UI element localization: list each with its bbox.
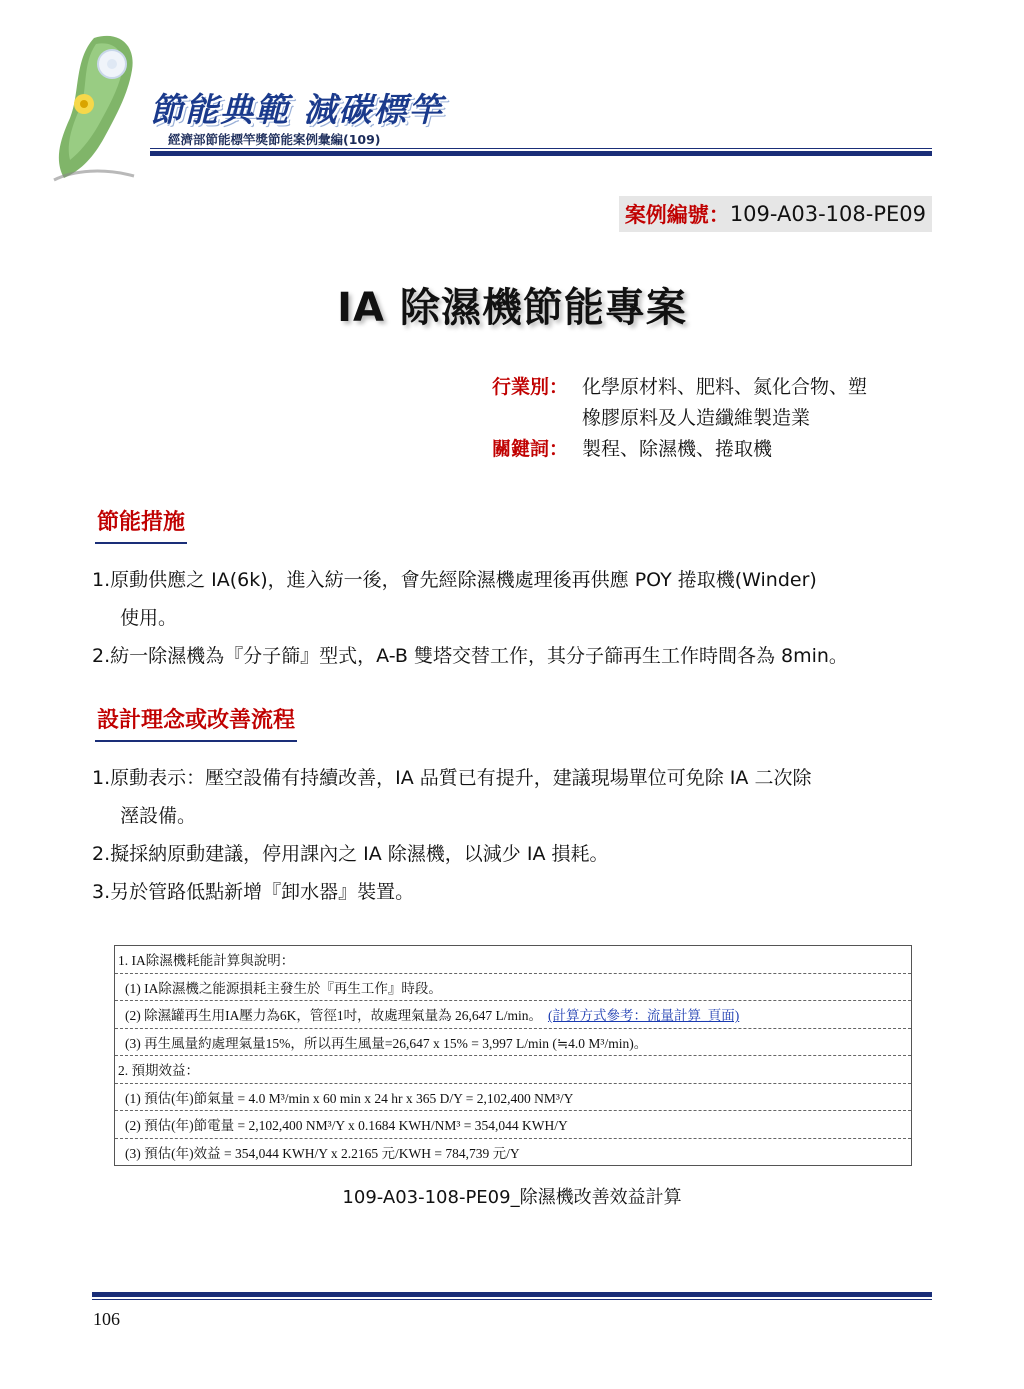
table-row bbox=[115, 946, 911, 974]
section-body-design bbox=[92, 759, 932, 911]
table-cell: 2. 預期效益： bbox=[118, 1063, 199, 1079]
list-item-text: 1.原動表示：壓空設備有持續改善，IA 品質已有提升，建議現場單位可免除 IA 二次除 bbox=[92, 767, 812, 789]
table-cell: (1) IA除濕機之能源損耗主發生於『再生工作』時段。 bbox=[125, 980, 442, 996]
table-row bbox=[115, 1084, 911, 1112]
table-row bbox=[115, 1139, 911, 1166]
footer-divider-thick bbox=[92, 1292, 932, 1297]
industry-line: 橡膠原料及人造纖維製造業 bbox=[582, 407, 811, 429]
case-number-box bbox=[619, 196, 932, 232]
page-number: 106 bbox=[93, 1309, 120, 1329]
list-item bbox=[92, 637, 932, 675]
case-number-value: 109-A03-108-PE09 bbox=[729, 202, 926, 226]
table-cell: (2) 除濕罐再生用IA壓力為6K，管徑1吋，故處理氣量為 26,647 L/min。 bbox=[125, 1008, 542, 1024]
keywords-label: 關鍵詞： bbox=[492, 438, 569, 460]
table-row bbox=[115, 1056, 911, 1084]
section-body-measures bbox=[92, 561, 932, 675]
list-item-continuation: 溼設備。 bbox=[120, 805, 197, 827]
table-row bbox=[115, 1111, 911, 1139]
section-heading-measures: 節能措施 bbox=[95, 508, 187, 544]
calculation-table bbox=[114, 945, 912, 1166]
header-divider-thick bbox=[150, 151, 932, 156]
list-item-text: 1.原動供應之 IA(6k)，進入紡一後，會先經除濕機處理後再供應 POY 捲取機(Winder) bbox=[92, 569, 817, 591]
industry-label: 行業別： bbox=[492, 376, 569, 398]
page-title: IA 除濕機節能專案 bbox=[337, 285, 687, 331]
table-cell: 1. IA除濕機耗能計算與說明： bbox=[118, 953, 295, 969]
footer-divider bbox=[92, 1299, 932, 1300]
list-item-continuation: 使用。 bbox=[120, 607, 178, 629]
industry-line: 化學原材料、肥料、氮化合物、塑 bbox=[582, 376, 868, 398]
taiwan-logo-icon bbox=[24, 20, 164, 190]
list-item-text: 2.擬採納原動建議，停用課內之 IA 除濕機，以減少 IA 損耗。 bbox=[92, 843, 609, 865]
list-item bbox=[92, 835, 932, 873]
table-row bbox=[115, 1001, 911, 1029]
industry-value bbox=[582, 372, 922, 434]
list-item-text: 3.另於管路低點新增『卸水器』裝置。 bbox=[92, 881, 415, 903]
industry-row bbox=[492, 372, 922, 434]
list-item bbox=[92, 561, 932, 637]
list-item bbox=[92, 759, 932, 835]
table-cell: (3) 再生風量約處理氣量15%，所以再生風量=26,647 x 15% = 3,997 L/min (≒4.0 M³/min)。 bbox=[125, 1035, 648, 1051]
table-cell: (1) 預估(年)節氣量 = 4.0 M³/min x 60 min x 24 hr x 365 D/Y = 2,102,400 NM³/Y bbox=[125, 1090, 574, 1106]
list-item-text: 2.紡一除濕機為『分子篩』型式，A-B 雙塔交替工作，其分子篩再生工作時間各為 8min。 bbox=[92, 645, 848, 667]
table-cell: (2) 預估(年)節電量 = 2,102,400 NM³/Y x 0.1684 KWH/NM³ = 354,044 KWH/Y bbox=[125, 1118, 568, 1134]
brand-title: 節能典範 減碳標竿 bbox=[150, 90, 444, 129]
case-number-label: 案例編號： bbox=[624, 203, 730, 227]
table-caption: 109-A03-108-PE09_除濕機改善效益計算 bbox=[342, 1187, 682, 1208]
keywords-value: 製程、除濕機、捲取機 bbox=[582, 438, 773, 460]
table-cell: (3) 預估(年)效益 = 354,044 KWH/Y x 2.2165 元/KWH = 784,739 元/Y bbox=[125, 1145, 520, 1161]
section-heading-design: 設計理念或改善流程 bbox=[95, 706, 297, 742]
meta-block bbox=[492, 372, 922, 465]
table-row bbox=[115, 1029, 911, 1057]
header-divider bbox=[150, 148, 932, 149]
brand-subtitle: 經濟部節能標竿獎節能案例彙編(109) bbox=[168, 132, 381, 147]
table-row bbox=[115, 974, 911, 1002]
list-item bbox=[92, 873, 932, 911]
keywords-row bbox=[492, 434, 922, 465]
flow-calc-link[interactable]: (計算方式參考：流量計算_頁面) bbox=[547, 1008, 740, 1024]
